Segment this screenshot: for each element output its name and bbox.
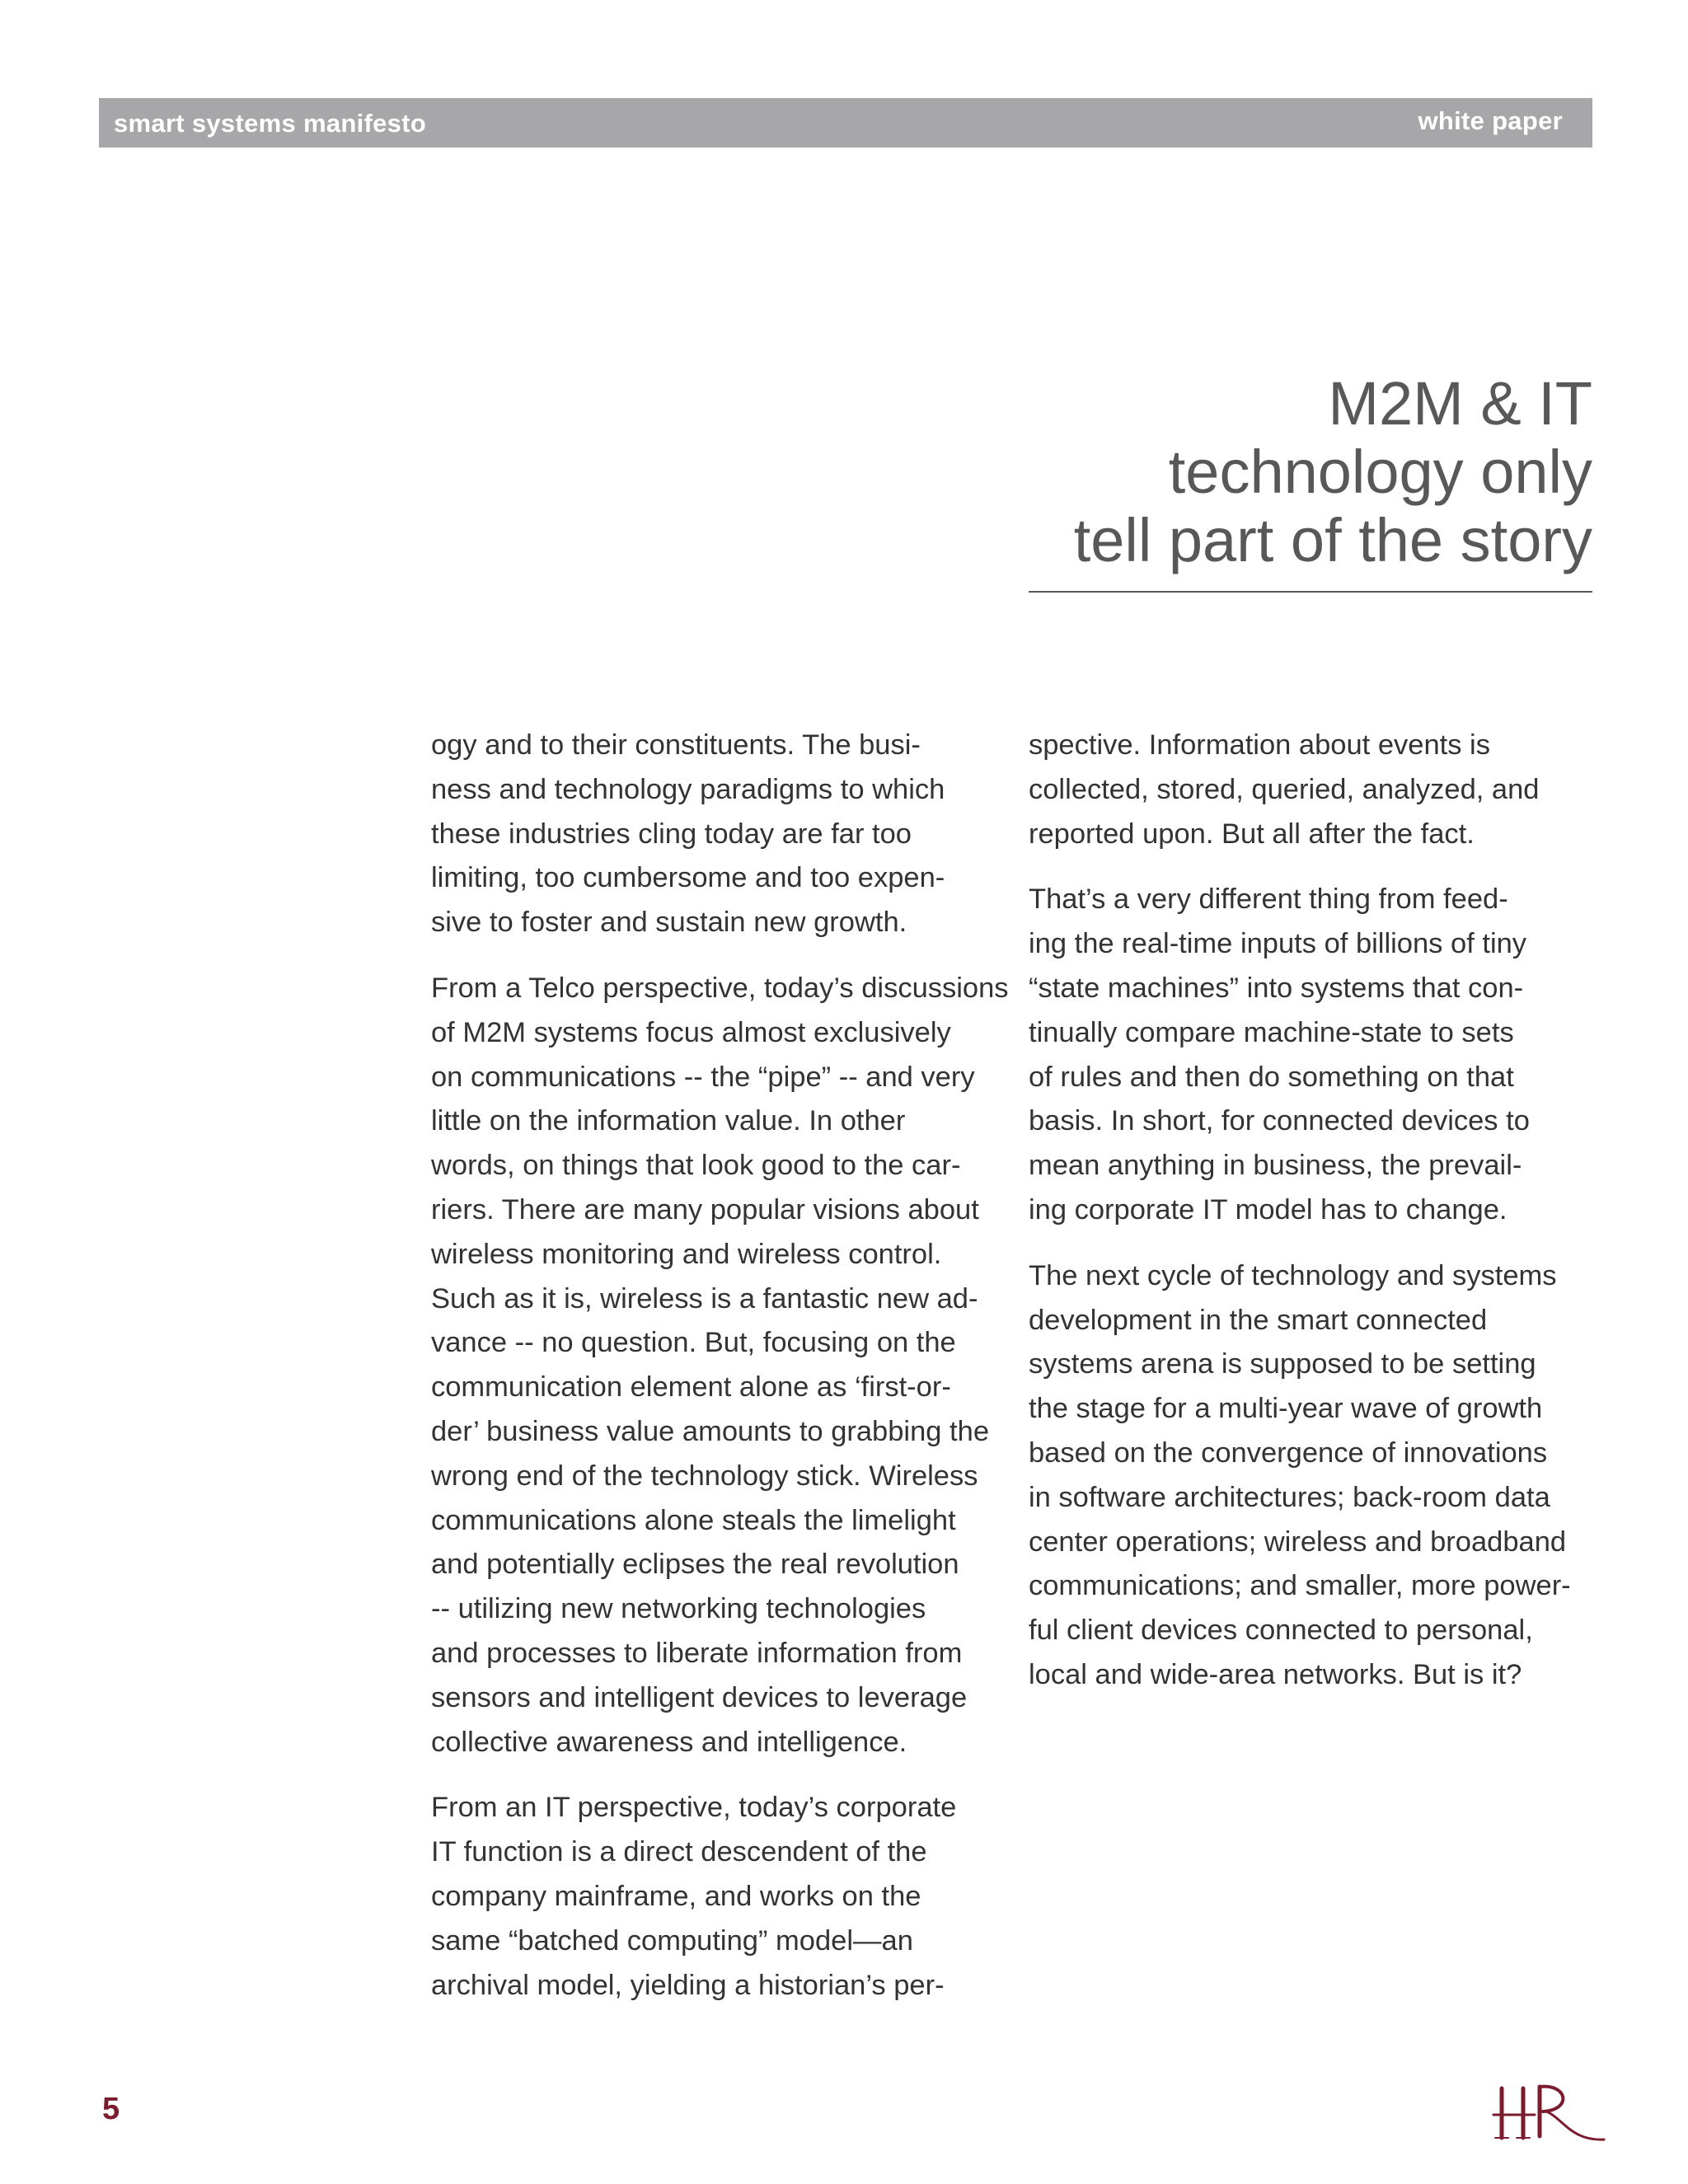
text-line: development in the smart connected (1029, 1304, 1488, 1336)
body-column-left (431, 724, 1008, 2029)
text-line: same “batched computing” model—an (431, 1924, 913, 1957)
text-line: “state machines” into systems that con- (1029, 972, 1524, 1004)
text-line: of rules and then do something on that (1029, 1061, 1514, 1093)
text-line: wrong end of the technology stick. Wireless (431, 1460, 978, 1492)
text-line: center operations; wireless and broadband (1029, 1526, 1567, 1558)
text-line: tinually compare machine-state to sets (1029, 1016, 1514, 1048)
text-line: systems arena is supposed to be setting (1029, 1348, 1536, 1380)
paragraph (431, 724, 1008, 945)
title-line: tell part of the story (1073, 506, 1592, 574)
paragraph (1029, 1254, 1597, 1698)
text-line: ogy and to their constituents. The busi- (431, 729, 921, 761)
text-line: communications alone steals the limelight (431, 1504, 956, 1536)
text-line: wireless monitoring and wireless control. (431, 1238, 942, 1270)
body-column-right (1029, 724, 1597, 1719)
text-line: archival model, yielding a historian’s per- (431, 1969, 945, 2001)
text-line: collected, stored, queried, analyzed, and (1029, 773, 1540, 805)
title-divider (1029, 591, 1592, 593)
document-type-label: white paper (1418, 106, 1563, 135)
document-series-label: smart systems manifesto (114, 109, 427, 138)
text-line: and potentially eclipses the real revolution (431, 1549, 959, 1581)
text-line: little on the information value. In other (431, 1105, 906, 1137)
text-line: That’s a very different thing from feed- (1029, 883, 1508, 916)
hr-logo (1492, 2077, 1607, 2151)
text-line: mean anything in business, the prevail- (1029, 1150, 1522, 1182)
text-line: ing the real-time inputs of billions of tiny (1029, 928, 1527, 960)
text-line: these industries cling today are far too (431, 818, 912, 850)
text-line: ness and technology paradigms to which (431, 773, 945, 805)
text-line: ing corporate IT model has to change. (1029, 1193, 1507, 1226)
title-line: M2M & IT (1328, 369, 1592, 438)
paragraph (1029, 724, 1597, 856)
text-line: IT function is a direct descendent of the (431, 1836, 927, 1868)
text-line: in software architectures; back-room data (1029, 1481, 1550, 1513)
text-line: limiting, too cumbersome and too expen- (431, 862, 945, 894)
text-line: basis. In short, for connected devices to (1029, 1105, 1530, 1137)
text-line: of M2M systems focus almost exclusively (431, 1016, 951, 1048)
text-line: spective. Information about events is (1029, 729, 1490, 761)
text-line: The next cycle of technology and systems (1029, 1259, 1557, 1291)
text-line: words, on things that look good to the car- (431, 1150, 961, 1182)
text-line: From a Telco perspective, today’s discussions (431, 972, 1009, 1004)
paragraph (431, 967, 1008, 1765)
text-line: vance -- no question. But, focusing on the (431, 1327, 956, 1359)
page-title (851, 369, 1592, 574)
page-number: 5 (102, 2092, 120, 2126)
text-line: based on the convergence of innovations (1029, 1436, 1548, 1469)
text-line: the stage for a multi-year wave of growth (1029, 1393, 1543, 1425)
text-line: der’ business value amounts to grabbing the (431, 1415, 990, 1447)
text-line: company mainframe, and works on the (431, 1880, 921, 1912)
text-line: riers. There are many popular visions about (431, 1193, 979, 1226)
text-line: collective awareness and intelligence. (431, 1726, 907, 1758)
text-line: ful client devices connected to personal, (1029, 1615, 1533, 1647)
text-line: Such as it is, wireless is a fantastic new ad- (431, 1282, 978, 1315)
text-line: sensors and intelligent devices to leverage (431, 1681, 968, 1713)
text-line: -- utilizing new networking technologies (431, 1593, 926, 1625)
text-line: reported upon. But all after the fact. (1029, 818, 1475, 850)
text-line: on communications -- the “pipe” -- and very (431, 1061, 975, 1093)
text-line: local and wide-area networks. But is it? (1029, 1658, 1522, 1690)
text-line: communication element alone as ‘first-or- (431, 1371, 951, 1404)
header-bar (99, 98, 1592, 148)
paragraph (431, 1786, 1008, 2008)
text-line: communications; and smaller, more power- (1029, 1570, 1571, 1602)
text-line: From an IT perspective, today’s corporate (431, 1792, 957, 1824)
title-line: technology only (1168, 438, 1592, 506)
text-line: sive to foster and sustain new growth. (431, 907, 907, 939)
text-line: and processes to liberate information from (431, 1637, 963, 1669)
paragraph (1029, 878, 1597, 1232)
